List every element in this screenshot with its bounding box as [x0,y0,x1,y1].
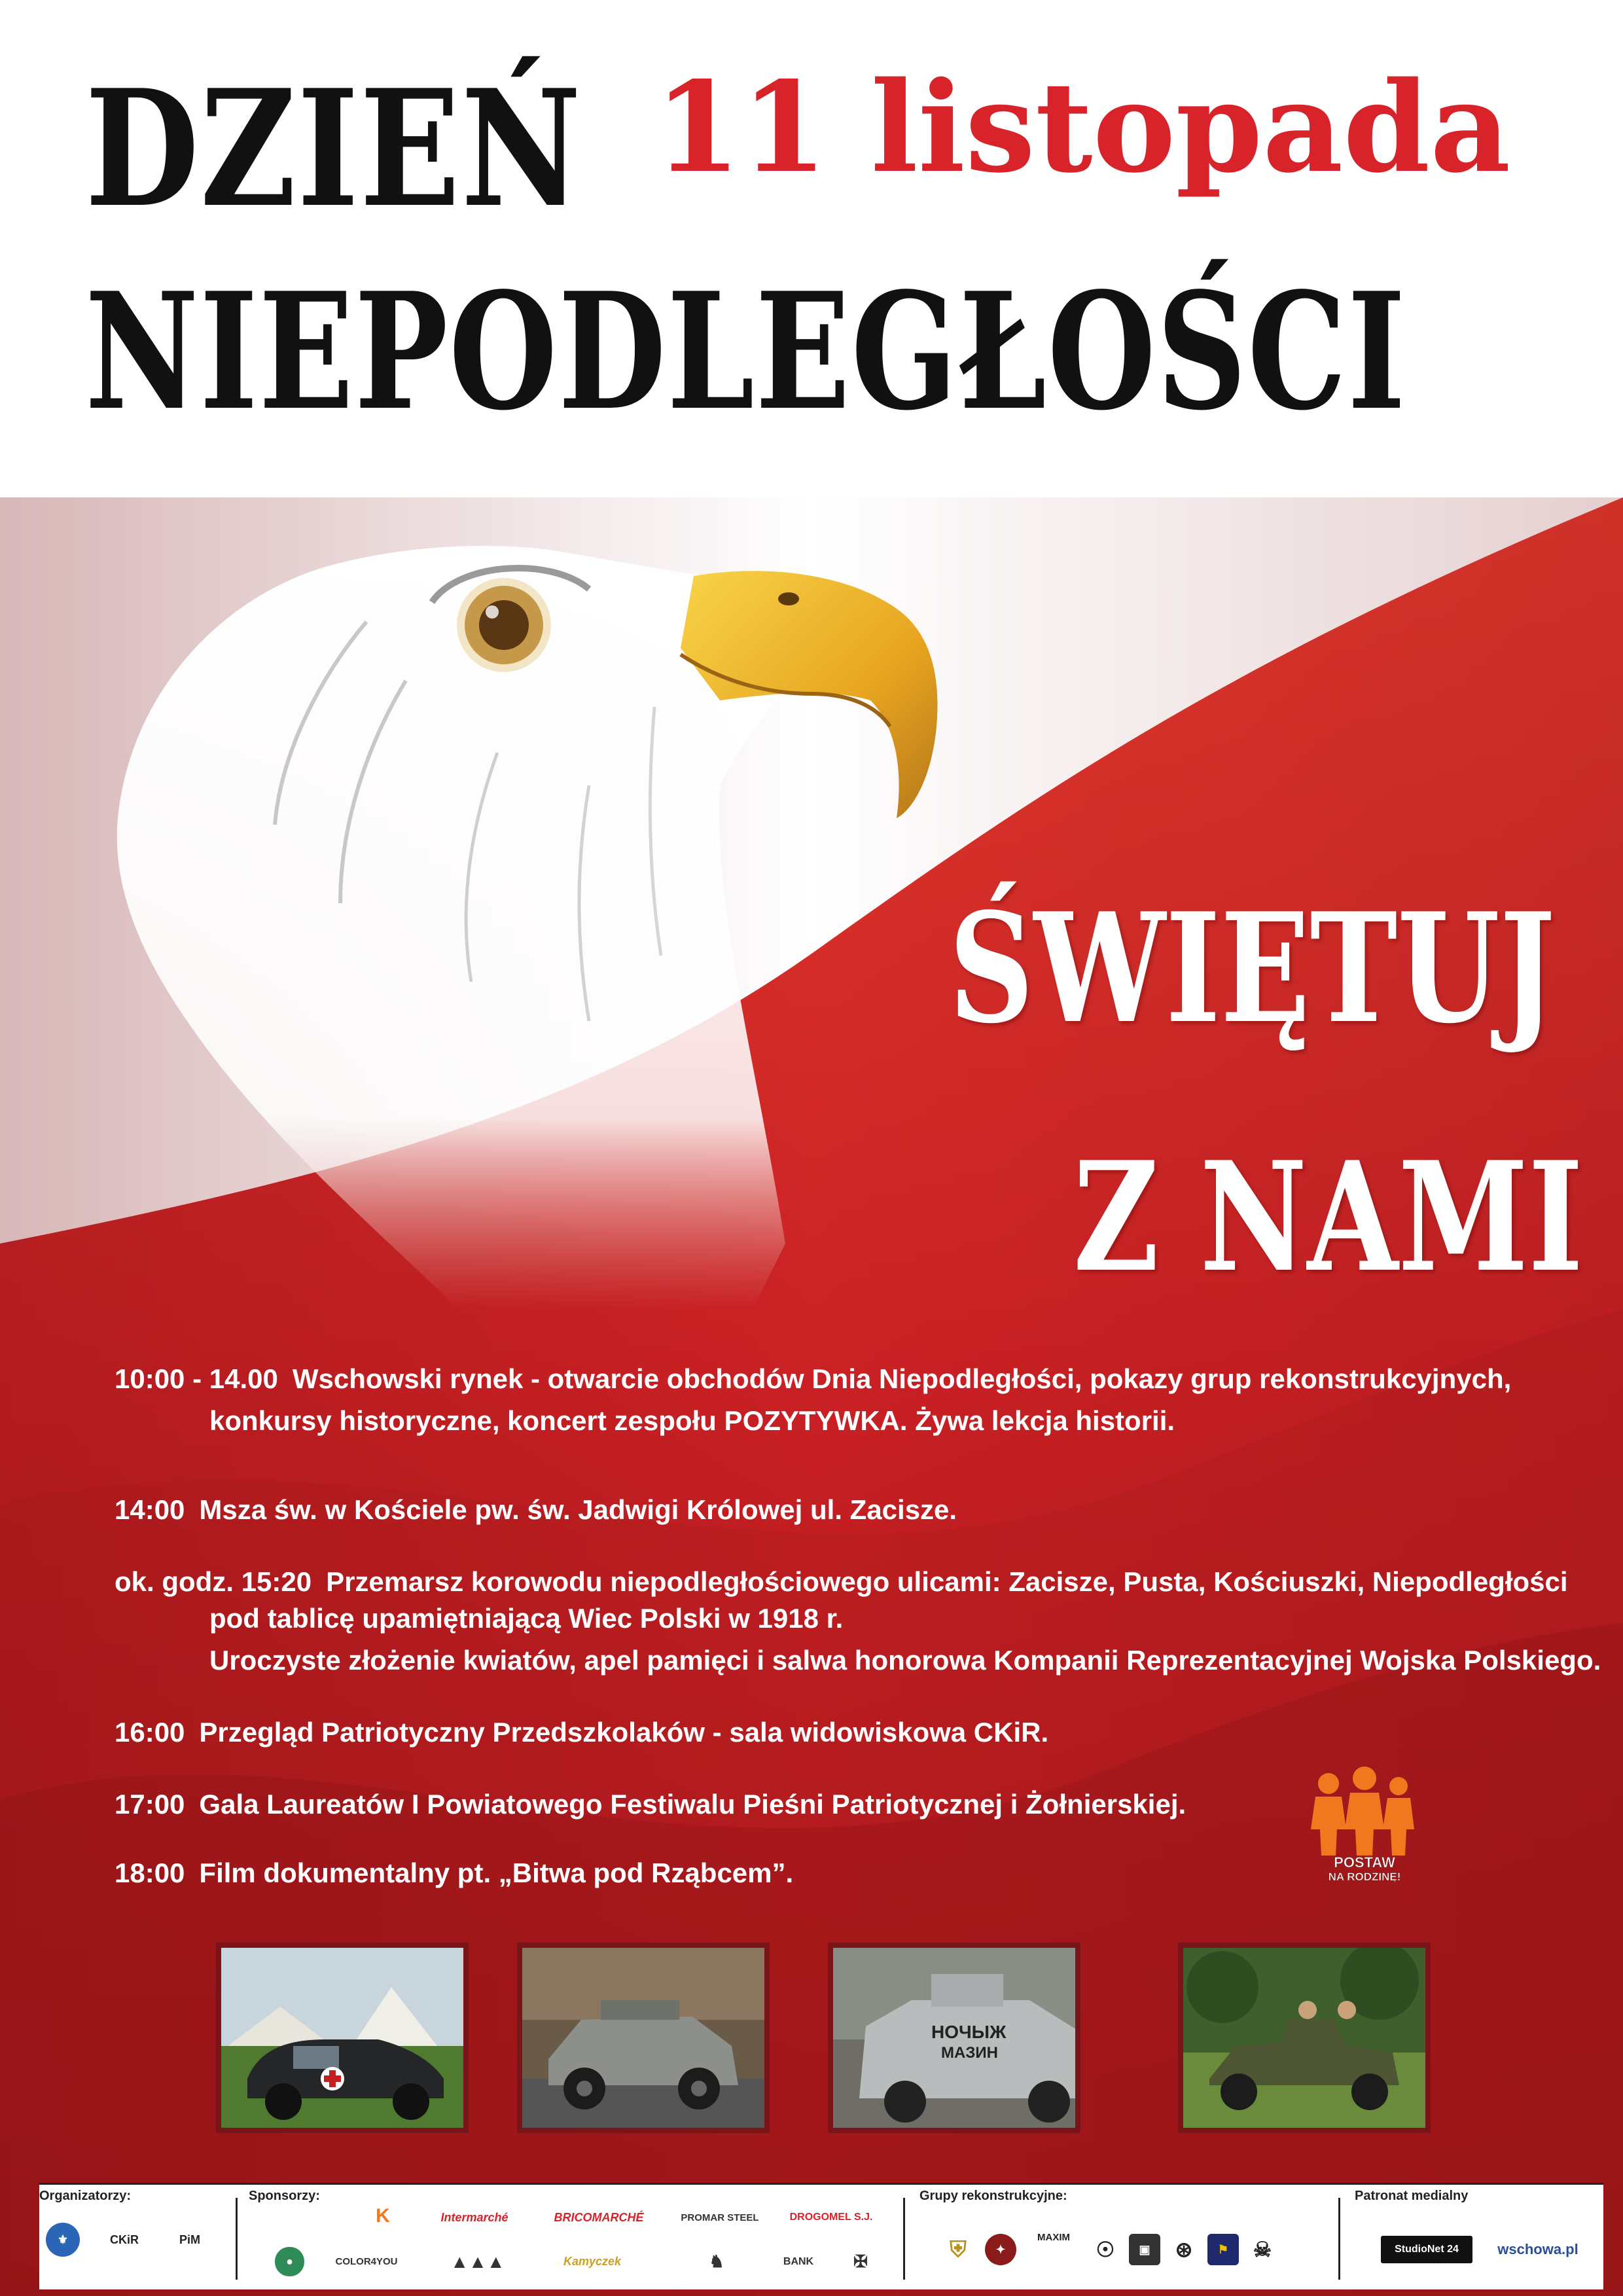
schedule-text: Wschowski rynek - otwarcie obchodów Dnia Niepodległości, pokazy grup rekonstrukcyjnych, [292,1363,1512,1394]
schedule-item [115,1561,1568,1603]
group-logo-maxim: MAXIM [1037,2231,1070,2243]
schedule-text: Msza św. w Kościele pw. św. Jadwigi Królowej ul. Zacisze. [199,1494,957,1525]
schedule-time: 10:00 - 14.00 [115,1363,278,1394]
group-skull-icon: ☠ [1253,2238,1272,2261]
schedule-item [115,1712,1048,1753]
media-logo-studionet: StudioNet 24 [1381,2236,1472,2263]
slogan-line-2: Z NAMI [1073,1129,1584,1306]
title-line-2: NIEPODLEGŁOŚCI [85,257,1407,446]
schedule-item [115,1489,957,1531]
organizer-logo-pim: PiM [179,2233,200,2246]
badge-line-1: POSTAW [1334,1854,1395,1871]
footer-divider [236,2198,238,2280]
group-shield-icon: ⛨ [950,2236,967,2262]
schedule-text-continuation: konkursy historyczne, koncert zespołu POZYTYWKA. Żywa lekcja historii. [209,1405,1175,1436]
slogan-line-1: ŚWIĘTUJ [949,880,1556,1057]
sponsor-animal-icon: ♞ [709,2251,724,2271]
sponsor-emblem-icon: ✠ [853,2251,868,2271]
title-line-1: DZIEŃ [85,54,582,243]
footer-divider [1338,2198,1340,2280]
postaw-na-rodzine-logo [1299,1764,1430,1882]
schedule-text: Przegląd Patriotyczny Przedszkolaków - sala widowiskowa CKiR. [199,1717,1049,1748]
sponsor-logo-drogomel: DROGOMEL S.J. [789,2212,873,2223]
schedule-text: Przemarsz korowodu niepodległościowego ulicami: Zacisze, Pusta, Kościuszki, Niepodległości [326,1566,1568,1597]
sponsor-logo-kamyczek: Kamyczek [563,2255,622,2268]
schedule-item [115,1358,1511,1400]
photo-armored-car [828,1943,1080,2133]
schedule-text: Film dokumentalny pt. „Bitwa pod Rząbcem”. [199,1857,794,1888]
group-flag-icon: ⚑ [1207,2234,1239,2265]
sponsor-logo-intermarche: Intermarché [440,2210,508,2224]
organizer-logo-ckir: CKiR [110,2233,139,2246]
armored-car-lettering: НОЧЫЖ [931,2022,1007,2042]
city-crest-icon: ⚜ [46,2223,80,2257]
media-logo-wschowa: wschowa.pl [1497,2241,1578,2257]
photo-ambulance-car [216,1943,469,2133]
k-sponsor-icon: K [376,2204,390,2227]
sponsor-logo-promar-steel: PROMAR STEEL [681,2212,759,2223]
schedule-time: 14:00 [115,1494,185,1525]
organizers-label: Organizatorzy: [39,2189,132,2203]
group-soldier-icon: ☉ [1096,2238,1115,2261]
groups-label: Grupy rekonstrukcyjne: [919,2189,1067,2203]
photo-jeep [1178,1943,1431,2133]
schedule-text-continuation: pod tablicę upamiętniającą Wiec Polski w 1918 r. [209,1603,844,1634]
schedule-time: 16:00 [115,1717,185,1748]
group-square-icon: ▣ [1129,2234,1160,2265]
badge-line-2: NA RODZINĘ! [1328,1871,1401,1882]
sponsor-round-icon: ● [275,2247,304,2276]
armored-car-sublettering: МАЗИН [941,2044,998,2062]
schedule-time: ok. godz. 15:20 [115,1566,312,1597]
schedule-time: 18:00 [115,1857,185,1888]
photo-kubelwagen [517,1943,770,2133]
group-badge-icon: ✦ [985,2234,1016,2265]
footer-divider [903,2198,905,2280]
schedule-item [115,1852,793,1894]
sponsor-logo-color4you: COLOR4YOU [335,2256,398,2267]
sponsor-logo-bricomarche: BRICOMARCHÉ [554,2210,644,2224]
sponsors-footer [39,2183,1603,2289]
group-ring-icon: ⊛ [1175,2238,1193,2261]
schedule-time: 17:00 [115,1789,185,1820]
schedule-text-continuation: Uroczyste złożenie kwiatów, apel pamięci i salwa honorowa Kompanii Reprezentacyjnej Wojska Polskiego. [209,1645,1601,1676]
sponsor-logo-bank: BANK [783,2255,814,2267]
media-label: Patronat medialny [1355,2189,1469,2203]
schedule-item [115,1784,1186,1825]
sponsor-hills-icon: ▲▲▲ [450,2251,505,2272]
event-date: 11 listopada [654,54,1511,200]
schedule-text: Gala Laureatów I Powiatowego Festiwalu Pieśni Patriotycznej i Żołnierskiej. [199,1789,1186,1820]
sponsors-label: Sponsorzy: [249,2189,320,2203]
